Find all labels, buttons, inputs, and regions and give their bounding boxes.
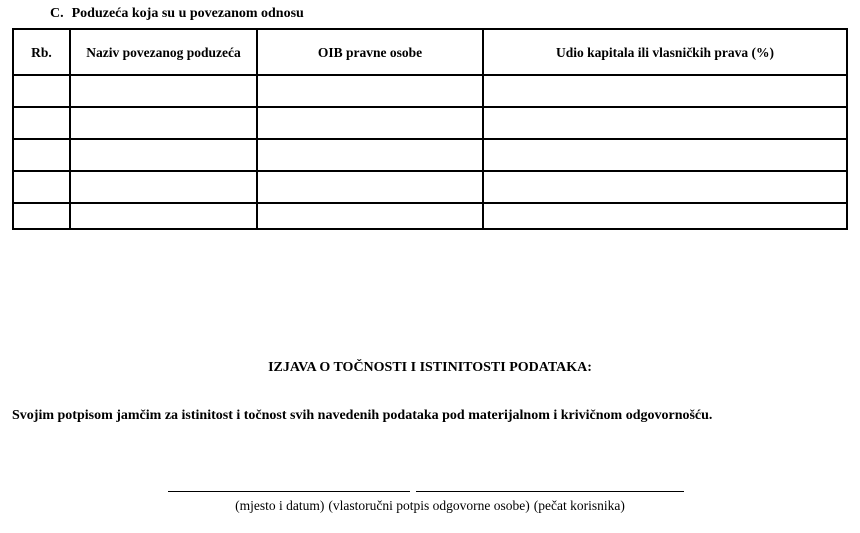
- signature-stamp-line: [416, 491, 684, 492]
- header-oib: OIB pravne osobe: [257, 29, 483, 75]
- header-rb: Rb.: [13, 29, 70, 75]
- table-row: [13, 75, 847, 107]
- cell-rb[interactable]: [13, 139, 70, 171]
- cell-oib[interactable]: [257, 171, 483, 203]
- table-row: [13, 203, 847, 229]
- cell-rb[interactable]: [13, 203, 70, 229]
- cell-company-name[interactable]: [70, 203, 257, 229]
- header-capital-share: Udio kapitala ili vlasničkih prava (%): [483, 29, 847, 75]
- cell-oib[interactable]: [257, 107, 483, 139]
- table-row: [13, 139, 847, 171]
- place-date-signature-line: [168, 491, 410, 492]
- cell-rb[interactable]: [13, 171, 70, 203]
- cell-company-name[interactable]: [70, 107, 257, 139]
- section-heading: [50, 6, 304, 22]
- table-row: [13, 171, 847, 203]
- cell-company-name[interactable]: [70, 139, 257, 171]
- section-letter: C.: [50, 6, 64, 21]
- cell-oib[interactable]: [257, 203, 483, 229]
- cell-capital-share[interactable]: [483, 139, 847, 171]
- signature-label: (vlastoručni potpis odgovorne osobe): [328, 498, 530, 513]
- related-companies-table: [12, 28, 848, 230]
- table-row: [13, 107, 847, 139]
- cell-oib[interactable]: [257, 139, 483, 171]
- declaration-title: IZJAVA O TOČNOSTI I ISTINITOSTI PODATAKA:: [268, 360, 592, 375]
- place-date-label: (mjesto i datum): [235, 498, 325, 513]
- cell-capital-share[interactable]: [483, 171, 847, 203]
- cell-company-name[interactable]: [70, 75, 257, 107]
- cell-capital-share[interactable]: [483, 75, 847, 107]
- signature-labels: [0, 498, 860, 514]
- section-title: Poduzeća koja su u povezanom odnosu: [71, 6, 304, 21]
- cell-rb[interactable]: [13, 107, 70, 139]
- cell-rb[interactable]: [13, 75, 70, 107]
- cell-company-name[interactable]: [70, 171, 257, 203]
- stamp-label: (pečat korisnika): [533, 498, 625, 513]
- cell-capital-share[interactable]: [483, 203, 847, 229]
- table-header-row: [13, 29, 847, 75]
- header-company-name: Naziv povezanog poduzeća: [70, 29, 257, 75]
- declaration-text: Svojim potpisom jamčim za istinitost i točnost svih navedenih podataka pod materijalnom i krivičnom odgovornošću.: [12, 408, 713, 423]
- cell-oib[interactable]: [257, 75, 483, 107]
- cell-capital-share[interactable]: [483, 107, 847, 139]
